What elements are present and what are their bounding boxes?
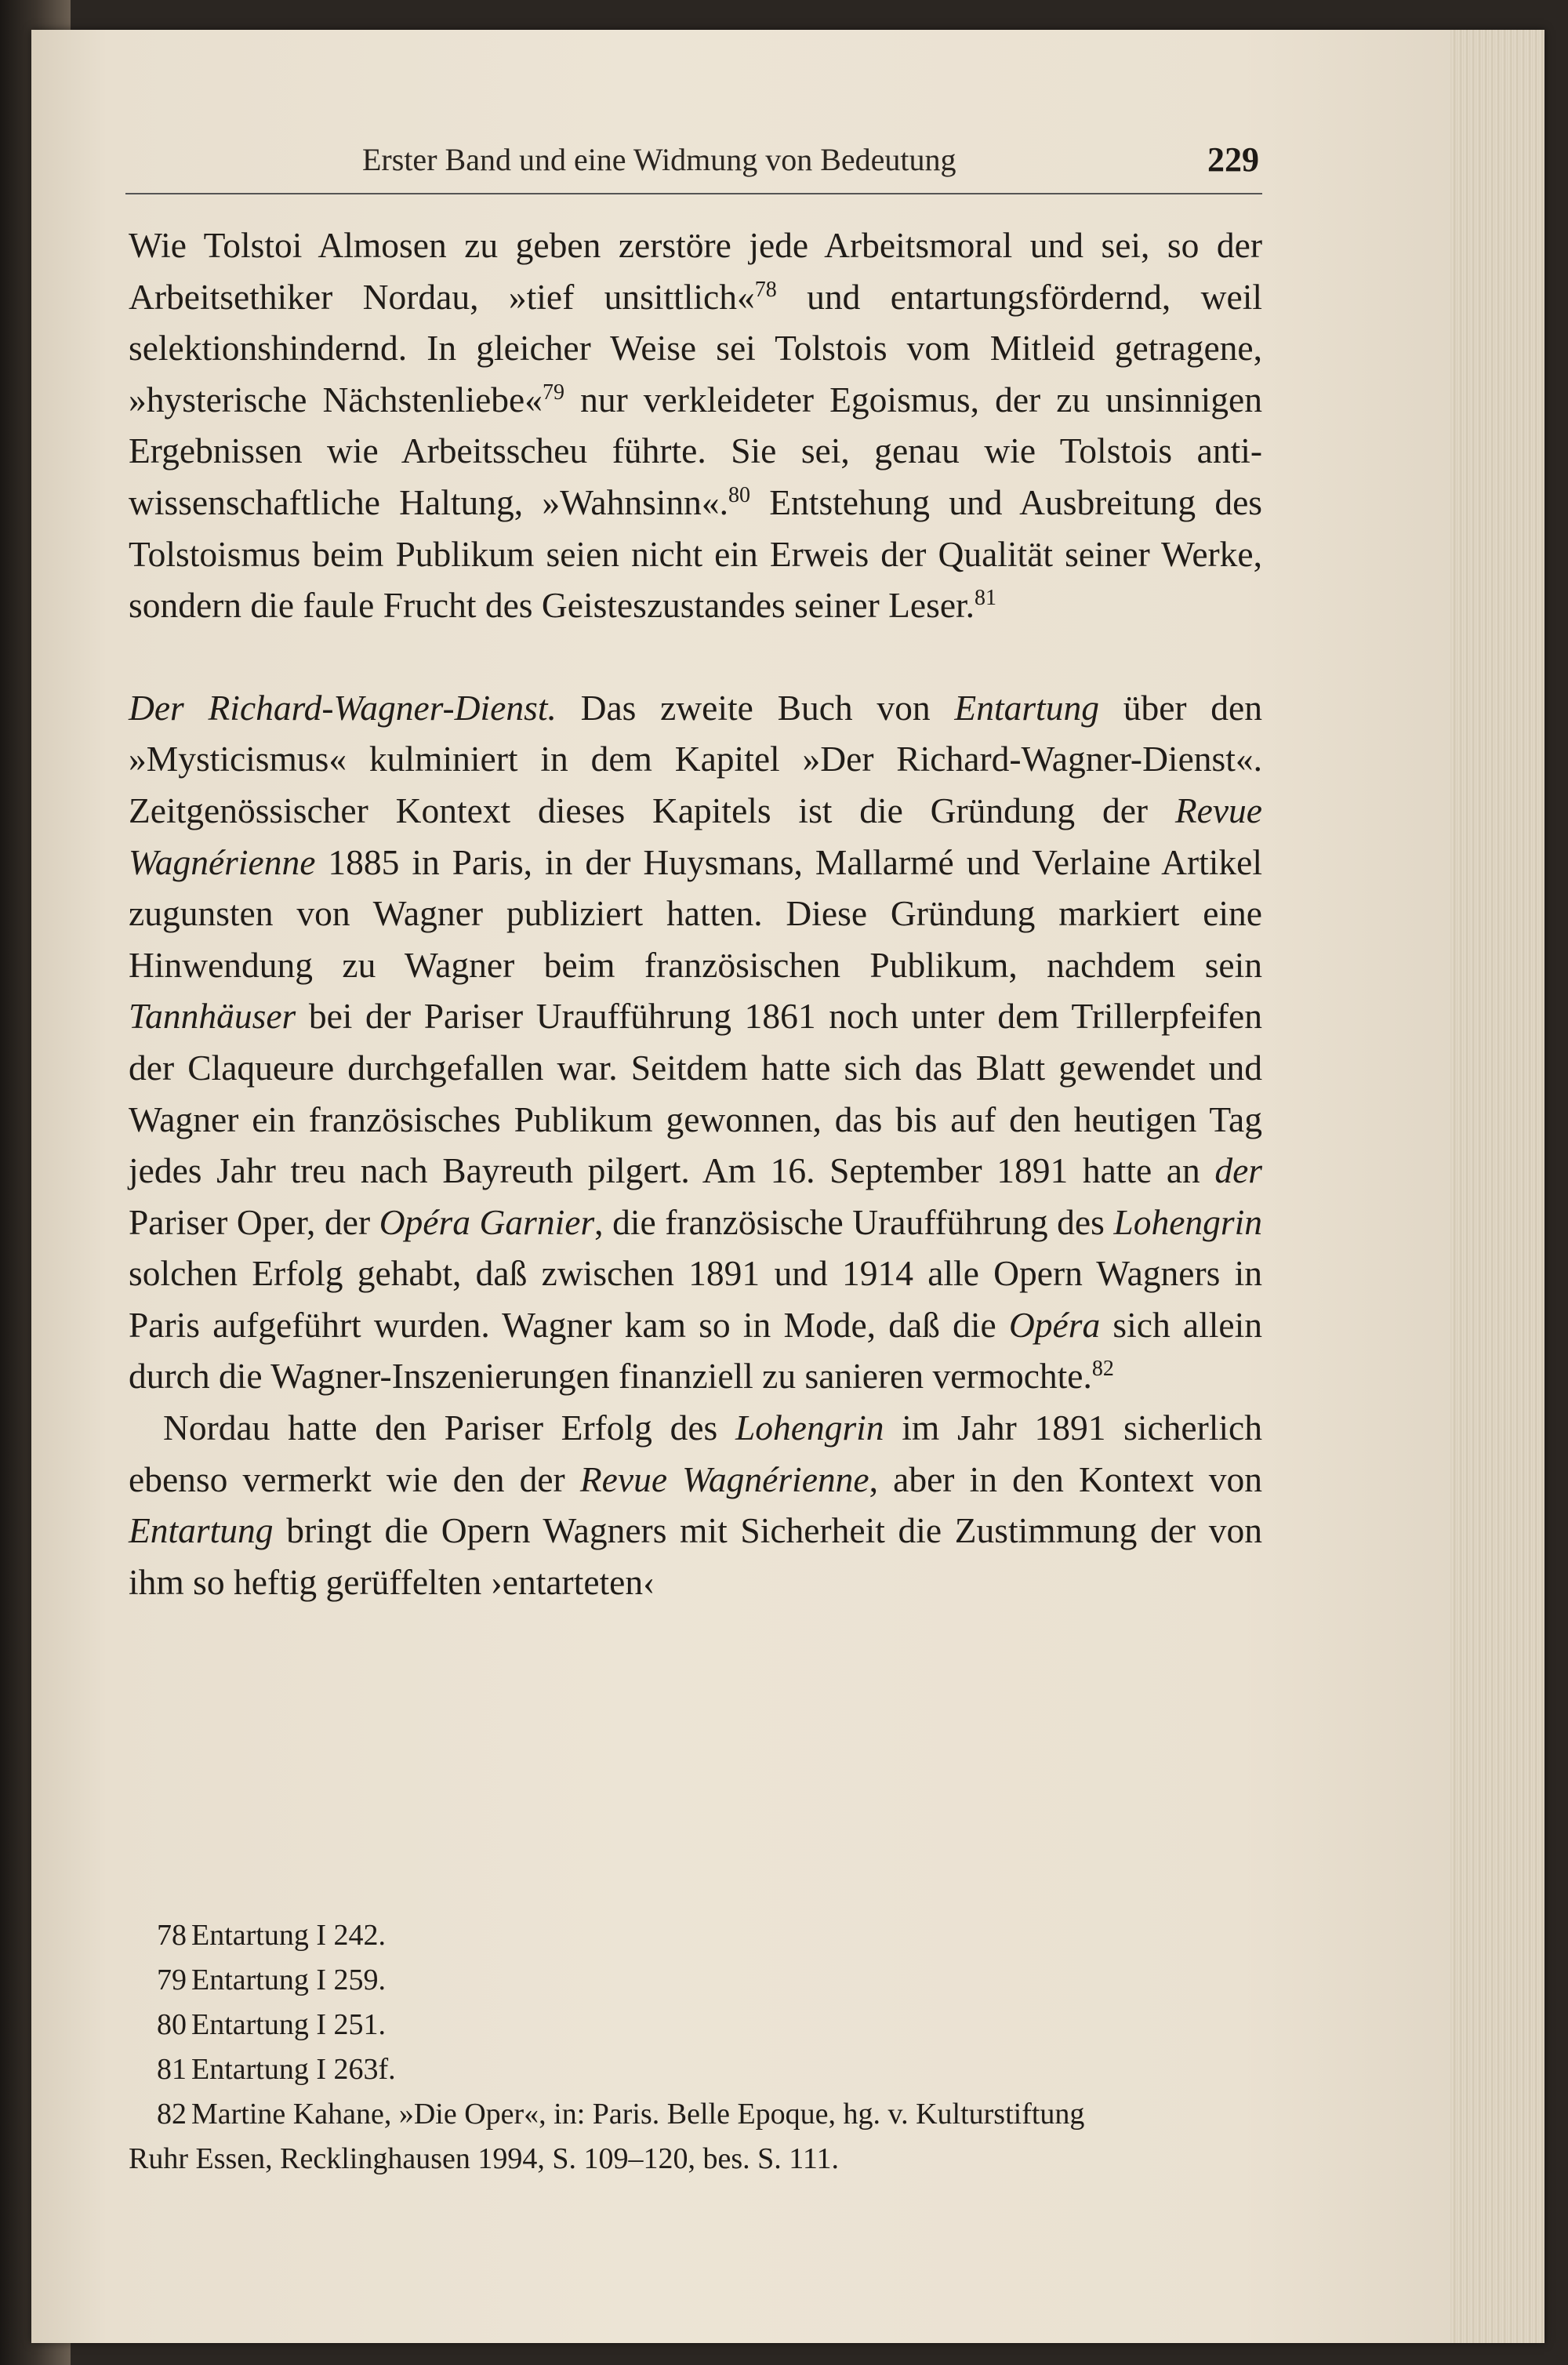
- footnote-number: 80: [157, 2008, 187, 2041]
- footnote-text: Entartung I 263f.: [191, 2053, 396, 2086]
- footnote-ref-80: 80: [728, 482, 751, 507]
- footnote-number: 79: [157, 1964, 187, 1996]
- title-italic: Lohengrin: [1113, 1201, 1263, 1242]
- footnote-ref-78: 78: [754, 277, 777, 302]
- footnote: [129, 1913, 1262, 1958]
- text-run: im Jahr 1891 sicherlich ebenso vermerkt wie den der: [129, 1408, 1262, 1499]
- text-run: sich allein durch die Wagner-Inszenierungen finanziell zu sanieren vermochte.: [129, 1304, 1262, 1397]
- footnote-number: 81: [157, 2053, 187, 2086]
- running-title: Erster Band und eine Widmung von Bedeutung: [362, 142, 956, 177]
- footnote: [129, 2003, 1262, 2047]
- text-run: 1885 in Paris, in der Huysmans, Mallarmé und Verlaine Artikel zugunsten von Wagner publiziert hatten. Diese Gründung markiert eine Hinwendung zu Wagner beim französischen Publikum, nachdem sein: [129, 841, 1262, 985]
- paragraph-wagner-dienst: [129, 682, 1262, 1402]
- footnote-ref-79: 79: [542, 380, 564, 405]
- footnote-text: Martine Kahane, »Die Oper«, in: Paris. Belle Epoque, hg. v. Kulturstiftung: [191, 2098, 1085, 2131]
- footnote: [129, 2092, 1262, 2182]
- footnote: [129, 2047, 1262, 2092]
- title-italic: Entartung: [954, 687, 1099, 728]
- paragraph-tolstoi: [129, 220, 1262, 631]
- footnote-text-continued: Ruhr Essen, Recklinghausen 1994, S. 109–120, bes. S. 111.: [129, 2142, 839, 2175]
- footnotes: [129, 1913, 1262, 2182]
- title-italic: Revue Wagnérienne: [129, 790, 1262, 882]
- text-run: Entstehung und Ausbreitung des Tolstoismus beim Publikum seien nicht ein Erweis der Qualität seiner Werke, sondern die faule Frucht des Geisteszustandes seiner Leser.: [129, 481, 1262, 626]
- text-run: Nordau hatte den Pariser Erfolg des: [163, 1408, 735, 1448]
- footnote-number: 82: [157, 2098, 187, 2131]
- text-run: bei der Pariser Uraufführung 1861 noch unter dem Trillerpfeifen der Claqueure durchgefallen war. Seitdem hatte sich das Blatt gewendet und Wagner ein französisches Publikum gewonnen, das bis auf den heutigen Tag jedes Jahr treu nach Bayreuth pilgert. Am 16. September 1891 hatte an: [129, 996, 1262, 1191]
- title-italic: Tannhäuser: [129, 996, 296, 1037]
- text-run: bringt die Opern Wagners mit Sicherheit die Zustimmung der von ihm so heftig gerüffelten ›entarteten‹: [129, 1510, 1262, 1602]
- paragraph-nordau-lohengrin: [129, 1402, 1262, 1608]
- page-header: [125, 138, 1262, 194]
- section-heading: Der Richard-Wagner-Dienst.: [129, 687, 557, 728]
- text-run: über den »Mysticismus« kulminiert in dem Kapitel »Der Richard-Wagner-Dienst«. Zeitgenössischer Kontext dieses Kapitels ist die Gründung der: [129, 687, 1262, 830]
- footnote: [129, 1958, 1262, 2003]
- footnote-ref-81: 81: [975, 586, 997, 610]
- title-italic: Opéra: [1008, 1304, 1101, 1345]
- footnote-text: Entartung I 259.: [191, 1964, 387, 1996]
- text-run: , die französische Uraufführung des: [594, 1201, 1114, 1242]
- text-run: Pariser Oper, der: [129, 1201, 379, 1242]
- title-italic: Opéra Garnier: [379, 1201, 595, 1242]
- text-run: , aber in den Kontext von: [869, 1459, 1263, 1499]
- title-italic: Revue Wagnérienne: [579, 1459, 869, 1499]
- text-run: Wie Tolstoi Almosen zu geben zerstöre jede Arbeitsmoral und sei, so der Arbeitsethiker Nordau, »tief unsittlich«: [129, 225, 1262, 317]
- text-run: Das zweite Buch von: [556, 687, 955, 728]
- emphasis-italic: der: [1214, 1150, 1262, 1191]
- title-italic: Entartung: [129, 1510, 274, 1551]
- footnote-ref-82: 82: [1091, 1357, 1114, 1382]
- page-edge-stack: [1450, 30, 1544, 2343]
- title-italic: Lohengrin: [735, 1408, 884, 1448]
- page-number: 229: [1207, 140, 1259, 179]
- footnote-text: Entartung I 251.: [191, 2008, 387, 2041]
- footnote-number: 78: [157, 1919, 187, 1952]
- text-run: solchen Erfolg gehabt, daß zwischen 1891 und 1914 alle Opern Wagners in Paris aufgeführt wurden. Wagner kam so in Mode, daß die: [129, 1253, 1262, 1345]
- main-text: [129, 220, 1262, 1608]
- footnote-text: Entartung I 242.: [191, 1919, 387, 1952]
- text-run: und entartungsfördernd, weil selektionshindernd. In gleicher Weise sei Tolstois vom Mitleid getragene, »hysterische Nächstenliebe«: [129, 276, 1262, 420]
- text-run: nur verkleideter Egoismus, der zu unsinnigen Ergebnissen wie Arbeitsscheu führte. Sie sei, genau wie Tolstois anti-wissenschaftliche Haltung, »Wahnsinn«.: [129, 379, 1262, 522]
